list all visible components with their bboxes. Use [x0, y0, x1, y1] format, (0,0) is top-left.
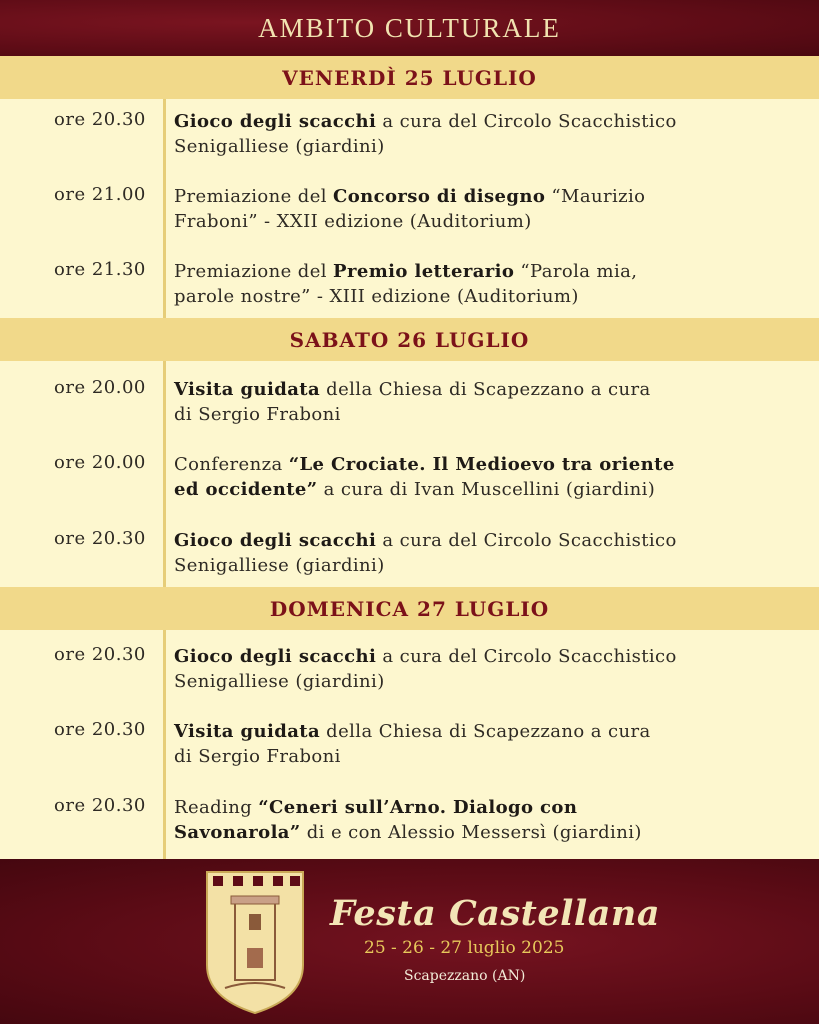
event-description	[174, 259, 774, 309]
event-highlight: Visita guidata	[174, 721, 321, 742]
event-time: ore 20.00	[54, 452, 146, 473]
event-text: a cura del Circolo Scacchistico	[376, 530, 677, 551]
header-banner	[0, 0, 819, 56]
event-highlight: Premio letterario	[333, 261, 515, 282]
event-text: Fraboni” - XXII edizione (Auditorium)	[174, 211, 532, 232]
event-time: ore 20.30	[54, 795, 146, 816]
event-highlight: Visita guidata	[174, 379, 321, 400]
event-text: Premiazione del	[174, 186, 334, 207]
event-time: ore 20.30	[54, 109, 146, 130]
event-row	[0, 452, 819, 502]
day-header-2	[0, 318, 819, 361]
event-row	[0, 795, 819, 845]
event-text: parole nostre” - XIII edizione (Auditorium)	[174, 286, 579, 307]
event-row	[0, 184, 819, 234]
section-title: AMBITO CULTURALE	[258, 12, 561, 43]
event-highlight: “Le Crociate. Il Medioevo tra oriente	[288, 454, 675, 475]
event-text: Senigalliese (giardini)	[174, 671, 385, 692]
event-row	[0, 377, 819, 427]
event-text: “Maurizio	[545, 186, 646, 207]
event-text: di e con Alessio Messersì (giardini)	[300, 822, 642, 843]
event-text: “Parola mia,	[514, 261, 638, 282]
event-highlight: Gioco degli scacchi	[174, 111, 377, 132]
festival-dates: 25 - 26 - 27 luglio 2025	[364, 938, 565, 958]
event-text: Senigalliese (giardini)	[174, 555, 385, 576]
day-header-3	[0, 587, 819, 630]
event-description	[174, 719, 774, 769]
event-time: ore 20.30	[54, 719, 146, 740]
day-label: VENERDÌ 25 LUGLIO	[282, 65, 537, 90]
event-text: Senigalliese (giardini)	[174, 136, 385, 157]
event-time: ore 20.30	[54, 528, 146, 549]
event-time: ore 20.30	[54, 644, 146, 665]
event-description	[174, 528, 774, 578]
event-text: di Sergio Fraboni	[174, 404, 341, 425]
event-highlight: Gioco degli scacchi	[174, 530, 377, 551]
event-text: della Chiesa di Scapezzano a cura	[320, 721, 651, 742]
day-label: DOMENICA 27 LUGLIO	[269, 596, 550, 621]
event-text: a cura del Circolo Scacchistico	[376, 646, 677, 667]
event-row	[0, 719, 819, 769]
castle-tower-shield-icon	[205, 870, 305, 1015]
event-highlight: Savonarola”	[174, 822, 301, 843]
event-time: ore 21.30	[54, 259, 146, 280]
event-description	[174, 184, 774, 234]
event-text: a cura di Ivan Muscellini (giardini)	[317, 479, 656, 500]
event-text: Conferenza	[174, 454, 289, 475]
event-highlight: ed occidente”	[174, 479, 318, 500]
event-row	[0, 528, 819, 578]
event-text: a cura del Circolo Scacchistico	[376, 111, 677, 132]
event-description	[174, 377, 774, 427]
event-text: di Sergio Fraboni	[174, 746, 341, 767]
event-time: ore 21.00	[54, 184, 146, 205]
event-highlight: Gioco degli scacchi	[174, 646, 377, 667]
event-time: ore 20.00	[54, 377, 146, 398]
festival-title: Festa Castellana	[330, 893, 661, 934]
event-row	[0, 259, 819, 309]
event-row	[0, 644, 819, 694]
event-highlight: Concorso di disegno	[333, 186, 546, 207]
event-text: della Chiesa di Scapezzano a cura	[320, 379, 651, 400]
event-description	[174, 795, 774, 845]
festival-location: Scapezzano (AN)	[404, 968, 526, 984]
event-description	[174, 644, 774, 694]
event-highlight: “Ceneri sull’Arno. Dialogo con	[258, 797, 578, 818]
event-text: Reading	[174, 797, 259, 818]
event-row	[0, 109, 819, 159]
day-header-1	[0, 56, 819, 99]
day-label: SABATO 26 LUGLIO	[289, 327, 530, 352]
event-description	[174, 109, 774, 159]
event-description	[174, 452, 774, 502]
event-text: Premiazione del	[174, 261, 334, 282]
